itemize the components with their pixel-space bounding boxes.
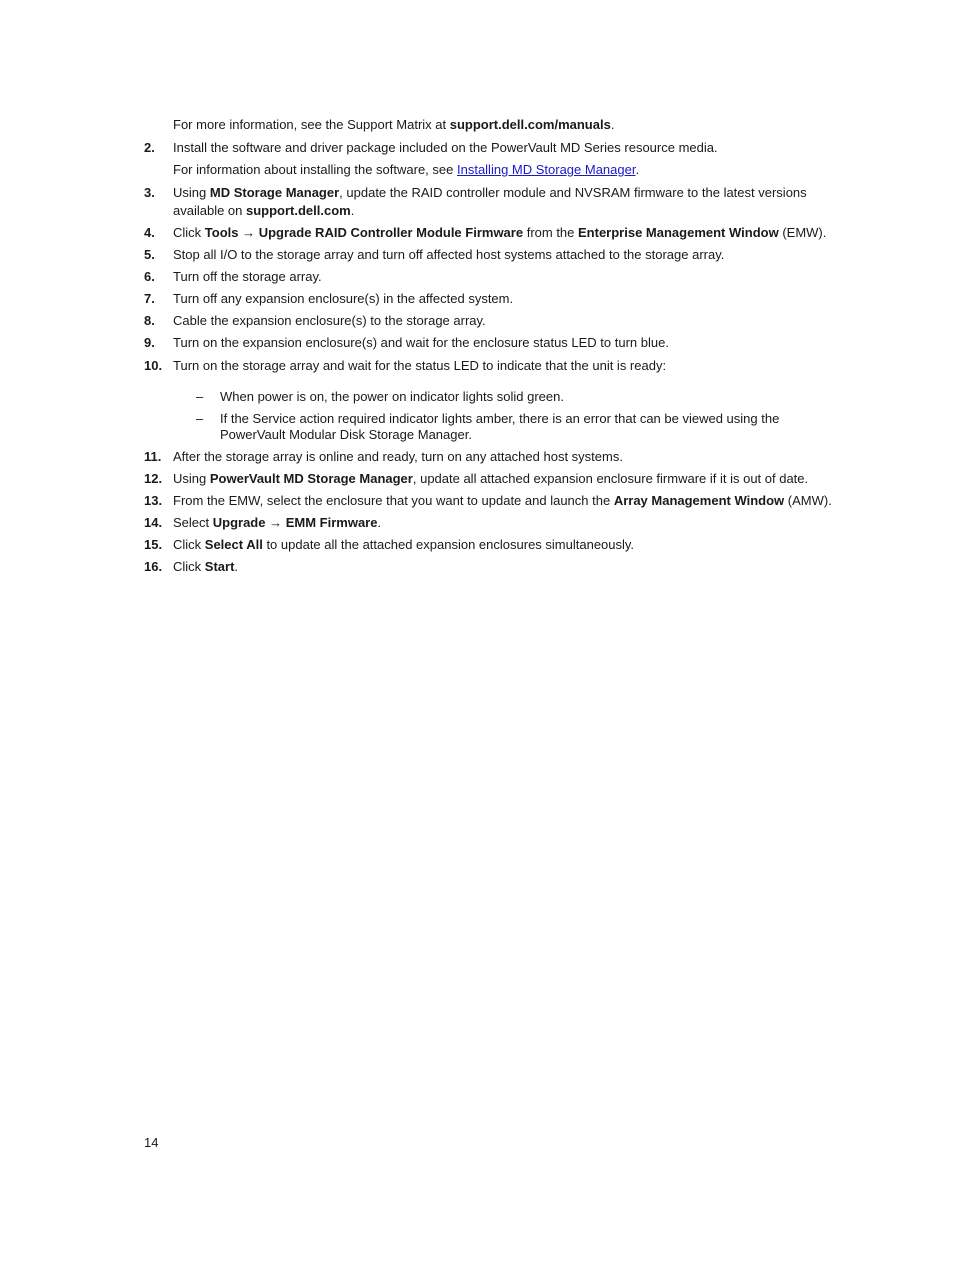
step-text: Click Tools → Upgrade RAID Controller Module Firmware from the Enterprise Management Window (EMW). [173, 225, 827, 240]
step-text: Turn off the storage array. [173, 269, 322, 284]
step-number: 10. [144, 358, 163, 373]
step-number: 6. [144, 269, 155, 284]
step-text: Turn on the expansion enclosure(s) and wait for the enclosure status LED to turn blue. [173, 335, 669, 350]
step-text: Select Upgrade → EMM Firmware. [173, 515, 382, 530]
support-matrix-note: For more information, see the Support Matrix at support.dell.com/manuals. [173, 117, 615, 132]
step-text-continued: available on support.dell.com. [173, 203, 355, 218]
step-text: Click Start. [173, 559, 239, 574]
step-number: 16. [144, 559, 163, 574]
step-number: 4. [144, 225, 155, 240]
step-number: 14. [144, 515, 163, 530]
sublist-item: If the Service action required indicator lights amber, there is an error that can be viewed using the [220, 411, 780, 426]
step-number: 5. [144, 247, 155, 262]
page-number: 14 [144, 1135, 159, 1150]
bullet-dash: – [196, 389, 204, 404]
step-number: 8. [144, 313, 155, 328]
step-number: 7. [144, 291, 155, 306]
step-number: 12. [144, 471, 163, 486]
step-text: Install the software and driver package included on the PowerVault MD Series resource media. [173, 140, 718, 155]
step-text: Cable the expansion enclosure(s) to the storage array. [173, 313, 486, 328]
step-text: Using PowerVault MD Storage Manager, update all attached expansion enclosure firmware if it is out of date. [173, 471, 809, 486]
support-url: support.dell.com/manuals [449, 117, 611, 132]
sublist-item: When power is on, the power on indicator lights solid green. [220, 389, 564, 404]
step-text: Turn on the storage array and wait for the status LED to indicate that the unit is ready: [173, 358, 667, 373]
sublist-item-continued: PowerVault Modular Disk Storage Manager. [220, 427, 472, 442]
step-number: 9. [144, 335, 155, 350]
step-text: Turn off any expansion enclosure(s) in the affected system. [173, 291, 514, 306]
step-text: Using MD Storage Manager, update the RAID controller module and NVSRAM firmware to the latest versions [173, 185, 807, 200]
step-number: 13. [144, 493, 163, 508]
installing-md-storage-manager-link[interactable]: Installing MD Storage Manager [456, 162, 636, 177]
step-number: 3. [144, 185, 155, 200]
step-text: After the storage array is online and ready, turn on any attached host systems. [173, 449, 623, 464]
step-text: Click Select All to update all the attached expansion enclosures simultaneously. [173, 537, 635, 552]
step-number: 15. [144, 537, 163, 552]
step-text: From the EMW, select the enclosure that you want to update and launch the Array Management Window (AMW). [173, 493, 832, 508]
step-number: 11. [144, 449, 162, 464]
install-software-note: For information about installing the software, see Installing MD Storage Manager. [173, 162, 640, 177]
step-text: Stop all I/O to the storage array and turn off affected host systems attached to the storage array. [173, 247, 725, 262]
step-number: 2. [144, 140, 155, 155]
bullet-dash: – [196, 411, 204, 426]
